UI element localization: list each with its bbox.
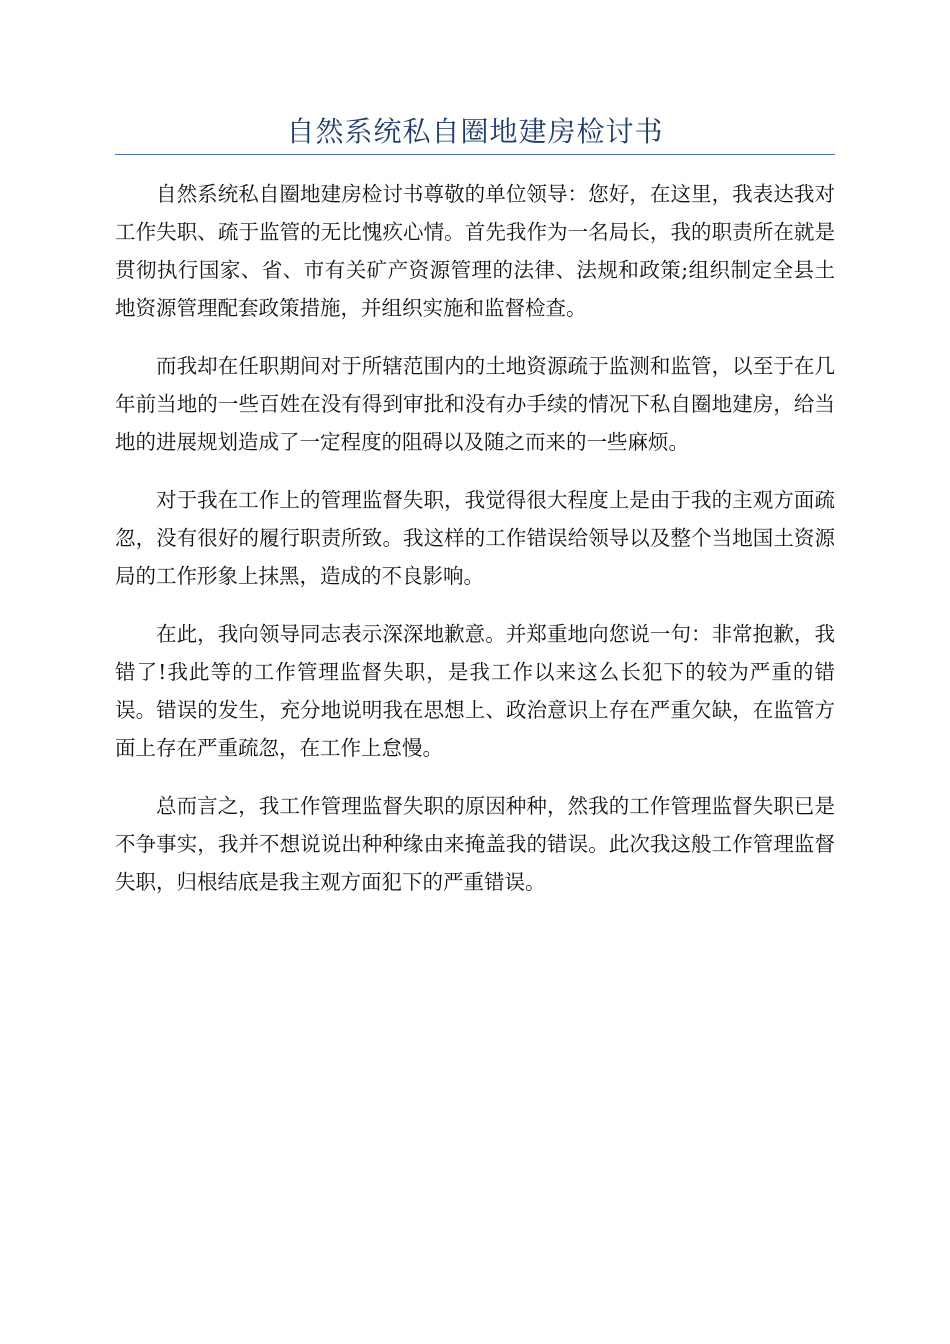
paragraph-4: 在此，我向领导同志表示深深地歉意。并郑重地向您说一句：非常抱歉，我错了!我此等的工作管理监督失职，是我工作以来这么长犯下的较为严重的错误。错误的发生，充分地说明我在思想上、政治意识上存在严重欠缺，在监管方面上存在严重疏忽，在工作上怠慢。 xyxy=(115,622,835,760)
paragraph-5: 总而言之，我工作管理监督失职的原因种种，然我的工作管理监督失职已是不争事实，我并不想说说出种种缘由来掩盖我的错误。此次我这般工作管理监督失职，归根结底是我主观方面犯下的严重错误。 xyxy=(115,794,835,894)
title-underline xyxy=(115,154,835,155)
paragraph-3: 对于我在工作上的管理监督失职，我觉得很大程度上是由于我的主观方面疏忽，没有很好的履行职责所致。我这样的工作错误给领导以及整个当地国土资源局的工作形象上抹黑，造成的不良影响。 xyxy=(115,488,835,588)
paragraph-2: 而我却在任职期间对于所辖范围内的土地资源疏于监测和监管，以至于在几年前当地的一些百姓在没有得到审批和没有办手续的情况下私自圈地建房，给当地的进展规划造成了一定程度的阻碍以及随之而来的一些麻烦。 xyxy=(115,354,835,454)
document-title: 自然系统私自圈地建房检讨书 xyxy=(286,115,664,148)
paragraph-1: 自然系统私自圈地建房检讨书尊敬的单位领导：您好，在这里，我表达我对工作失职、疏于监管的无比愧疚心情。首先我作为一名局长，我的职责所在就是贯彻执行国家、省、市有关矿产资源管理的法律、法规和政策;组织制定全县土地资源管理配套政策措施，并组织实施和监督检查。 xyxy=(115,182,835,320)
document-body xyxy=(115,175,835,921)
